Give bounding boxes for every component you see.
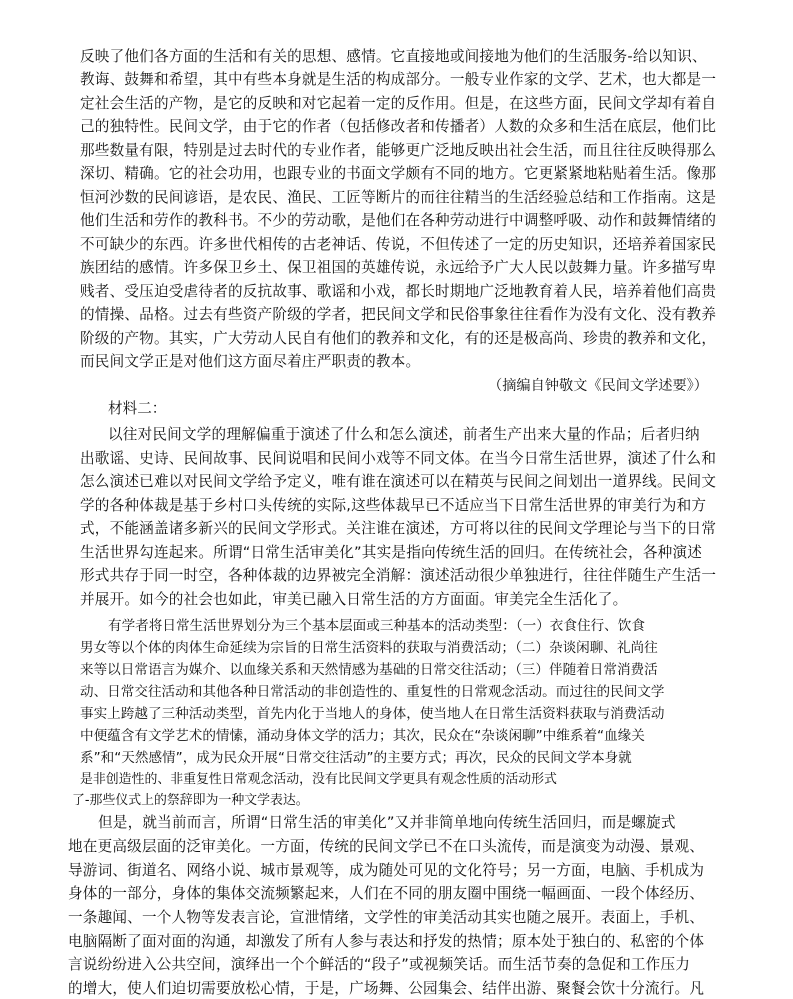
text-line: 学的各种体裁是基于乡村口头传统的实际,这些体裁早已不适应当下日常生活世界的审美行为和方 (80, 497, 707, 514)
text-line: 深切、精确。它的社会功用，也跟专业的书面文学颇有不同的地方。它更紧紧地粘贴着生活。像那 (80, 165, 717, 182)
text-line: 并展开。如今的社会也如此，审美已融入日常生活的方方面面。审美完全生活化了。 (80, 591, 628, 608)
text-line: 定社会生活的产物，是它的反映和对它起着一定的反作用。但是，在这些方面，民间文学却有着自 (80, 95, 717, 112)
text-line: 动、日常交往活动和其他各种日常活动的非创造性的、重复性的日常观念活动。而过往的民间文学 (80, 684, 665, 700)
text-line: 电脑隔断了面对面的沟通，却激发了所有人参与表达和抒发的热情；原本处于独白的、私密的个体 (68, 933, 705, 950)
text-line: 的情操、品格。过去有些资产阶级的学者，把民间文学和民俗事象往往看作为没有文化、没有教养 (80, 306, 717, 323)
text-line: 男女等以个体的肉体生命延续为宗旨的日常生活资料的获取与消费活动；（二）杂谈闲聊、礼尚往 (80, 640, 658, 656)
text-line: 而民间文学正是对他们这方面尽着庄严职责的教本。 (80, 353, 421, 370)
text-line: 式，不能涵盖诸多新兴的民间文学形式。关注谁在演述，方可将以往的民间文学理论与当下的日常 (80, 520, 717, 537)
text-line: 中便蕴含有文学艺术的情愫，涌动身体文学的活力；其次，民众在“杂谈闲聊”中维系着“血缘关 (80, 728, 645, 744)
text-line: 是非创造性的、非重复性日常观念活动，没有比民间文学更具有观念性质的活动形式 (80, 772, 557, 787)
text-line: 以往对民间文学的理解偏重于演述了什么和怎么演述，前者生产出来大量的作品；后者归纳 (108, 426, 700, 443)
text-line: 那些数量有限，特别是过去时代的专业作者，能够更广泛地反映出社会生活，而且往往反映得那么 (80, 142, 717, 159)
text-line: 出歌谣、史诗、民间故事、民间说唱和民间小戏等不同文体。在当今日常生活世界，演述了什么和 (80, 450, 717, 467)
text-line: 有学者将日常生活世界划分为三个基本层面或三种基本的活动类型：（一）衣食住行、饮食 (108, 618, 645, 634)
document-page: 反映了他们各方面的生活和有关的思想、感情。它直接地或间接地为他们的生活服务-给以知识、 教诲、鼓舞和希望，其中有些本身就是生活的构成部分。一般专业作家的文学、艺术，也大都是一 定社会生活的产物，是它的反映和对它起着一定的反作用。但是，在这些方面，民间文学却有着自 己的独特性。民间文学，由于它的作者（包括修改者和传播者）人数的众多和生活在底层，他们比 那些数量有限，特别是过去时代的专业作者，能够更广泛地反映出社会生活，而且往往反映得那么 深切、精确。它的社会功用，也跟专业的书面文学颇有不同的地方。它更紧紧地粘贴着生活。像那 恒河沙数的民间谚语，是农民、渔民、工匠等断片的而往往精当的生活经验总结和工作指南。这是 他们生活和劳作的教科书。不少的劳动歌，是他们在各种劳动进行中调整呼吸、动作和鼓舞情绪的 不可缺少的东西。许多世代相传的古老神话、传说，不但传述了一定的历史知识，还培养着国家民 族团结的感情。许多保卫乡土、保卫祖国的英雄传说，永远给予广大人民以鼓舞力量。许多描写卑 贱者、受压迫受虐待者的反抗故事、歌谣和小戏，都长时期地广泛地教育着人民，培养着他们高贵 的情操、品格。过去有些资产阶级的学者，把民间文学和民俗事象往往看作为没有文化、没有教养 阶级的产物。其实，广大劳动人民自有他们的教养和文化，有的还是极高尚、珍贵的教养和文化， 而民间文学正是对他们这方面尽着庄严职责的教本。 （摘编自钟敬文《民间文学述要》） 材料二： 以往对民间文学的理解偏重于演述了什么和怎么演述，前者生产出来大量的作品；后者归纳 出歌谣、史诗、民间故事、民间说唱和民间小戏等不同文体。在当今日常生活世界，演述了什么和 怎么演述已难以对民间文学给予定义，唯有谁在演述可以在精英与民间之间划出一道界线。民间文 学的各种体裁是基于乡村口头传统的实际,这些体裁早已不适应当下日常生活世界的审美行为和方 式，不能涵盖诸多新兴的民间文学形式。关注谁在演述，方可将以往的民间文学理论与当下的日常 生活世界勾连起来。所谓“日常生活审美化”其实是指向传统生活的回归。在传统社会，各种演述 形式共存于同一时空，各种体裁的边界被完全消解：演述活动很少单独进行，往往伴随生产生活一 并展开。如今的社会也如此，审美已融入日常生活的方方面面。审美完全生活化了。 有学者将日常生活世界划分为三个基本层面或三种基本的活动类型：（一）衣食住行、饮食 男女等以个体的肉体生命延续为宗旨的日常生活资料的获取与消费活动；（二）杂谈闲聊、礼尚往 来等以日常语言为媒介、以血缘关系和天然情感为基础的日常交往活动；（三）伴随着日常消费活 动、日常交往活动和其他各种日常活动的非创造性的、重复性的日常观念活动。而过往的民间文学 事实上跨越了三种活动类型，首先内化于当地人的身体，使当地人在日常生活资料获取与消费活动 中便蕴含有文学艺术的情愫，涌动身体文学的活力；其次，民众在“杂谈闲聊”中维系着“血缘关 系”和“天然感情”，成为民众开展“日常交往活动”的主要方式；再次，民众的民间文学本身就 是非创造性的、非重复性日常观念活动，没有比民间文学更具有观念性质的活动形式 了-那些仪式上的祭辞即为一种文学表达。 但是，就当前而言，所谓“日常生活的审美化”又并非简单地向传统生活回归，而是螺旋式 地在更高级层面的泛审美化。一方面，传统的民间文学已不在口头流传，而是演变为动漫、景观、 导游词、街道名、网络小说、城市景观等，成为随处可见的文化符号；另一方面，电脑、手机成为 身体的一部分，身体的集体交流频繁起来，人们在不同的朋友圈中围绕一幅画面、一段个体经历、 一条趣闻、一个人物等发表言论，宣泄情绪，文学性的审美活动其实也随之展开。表面上，手机、 电脑隔断了面对面的沟通，却激发了所有人参与表达和抒发的热情；原本处于独白的、私密的个体 言说纷纷进入公共空间，演绎出一个个鲜活的“段子”或视频笑话。而生活节奏的急促和工作压力 的增大，使人们迫切需要放松心情，于是，广场舞、公园集会、结伴出游、聚餐会饮十分流行。凡 (68, 48, 717, 997)
text-line: 贱者、受压迫受虐待者的反抗故事、歌谣和小戏，都长时期地广泛地教育着人民，培养着他们高贵 (80, 283, 717, 300)
text-line: 但是，就当前而言，所谓“日常生活的审美化”又并非简单地向传统生活回归，而是螺旋式 (98, 814, 676, 831)
text-line: 族团结的感情。许多保卫乡土、保卫祖国的英雄传说，永远给予广大人民以鼓舞力量。许多描写卑 (80, 259, 717, 276)
text-line: 来等以日常语言为媒介、以血缘关系和天然情感为基础的日常交往活动；（三）伴随着日常消费活 (80, 662, 658, 678)
text-line: 导游词、街道名、网络小说、城市景观等，成为随处可见的文化符号；另一方面，电脑、手机成为 (68, 862, 705, 879)
text-line: 一条趣闻、一个人物等发表言论，宣泄情绪，文学性的审美活动其实也随之展开。表面上，手机、 (68, 909, 705, 926)
text-line: 不可缺少的东西。许多世代相传的古老神话、传说，不但传述了一定的历史知识，还培养着国家民 (80, 236, 717, 253)
text-line: 了-那些仪式上的祭辞即为一种文学表达。 (72, 793, 309, 808)
section-heading: 材料二： (108, 400, 167, 417)
text-line: 阶级的产物。其实，广大劳动人民自有他们的教养和文化，有的还是极高尚、珍贵的教养和文化， (80, 330, 717, 347)
text-line: 系”和“天然感情”，成为民众开展“日常交往活动”的主要方式；再次，民众的民间文学本身就 (80, 750, 632, 766)
source-citation: （摘编自钟敬文《民间文学述要》） (488, 378, 708, 394)
text-line: 事实上跨越了三种活动类型，首先内化于当地人的身体，使当地人在日常生活资料获取与消费活动 (80, 706, 665, 722)
text-line: 地在更高级层面的泛审美化。一方面，传统的民间文学已不在口头流传，而是演变为动漫、景观、 (68, 838, 705, 855)
text-line: 他们生活和劳作的教科书。不少的劳动歌，是他们在各种劳动进行中调整呼吸、动作和鼓舞情绪的 (80, 212, 717, 229)
text-line: 恒河沙数的民间谚语，是农民、渔民、工匠等断片的而往往精当的生活经验总结和工作指南。这是 (80, 189, 717, 206)
text-line: 怎么演述已难以对民间文学给予定义，唯有谁在演述可以在精英与民间之间划出一道界线。民间文 (80, 473, 717, 490)
text-line: 教诲、鼓舞和希望，其中有些本身就是生活的构成部分。一般专业作家的文学、艺术，也大都是一 (80, 71, 717, 88)
text-line: 己的独特性。民间文学，由于它的作者（包括修改者和传播者）人数的众多和生活在底层，他们比 (80, 118, 717, 135)
text-line: 身体的一部分，身体的集体交流频繁起来，人们在不同的朋友圈中围绕一幅画面、一段个体经历、 (68, 885, 705, 902)
text-line: 形式共存于同一时空，各种体裁的边界被完全消解：演述活动很少单独进行，往往伴随生产生活一 (80, 567, 717, 584)
text-line: 反映了他们各方面的生活和有关的思想、感情。它直接地或间接地为他们的生活服务-给以知识、 (80, 48, 707, 65)
text-line: 生活世界勾连起来。所谓“日常生活审美化”其实是指向传统生活的回归。在传统社会，各种演述 (80, 544, 703, 561)
